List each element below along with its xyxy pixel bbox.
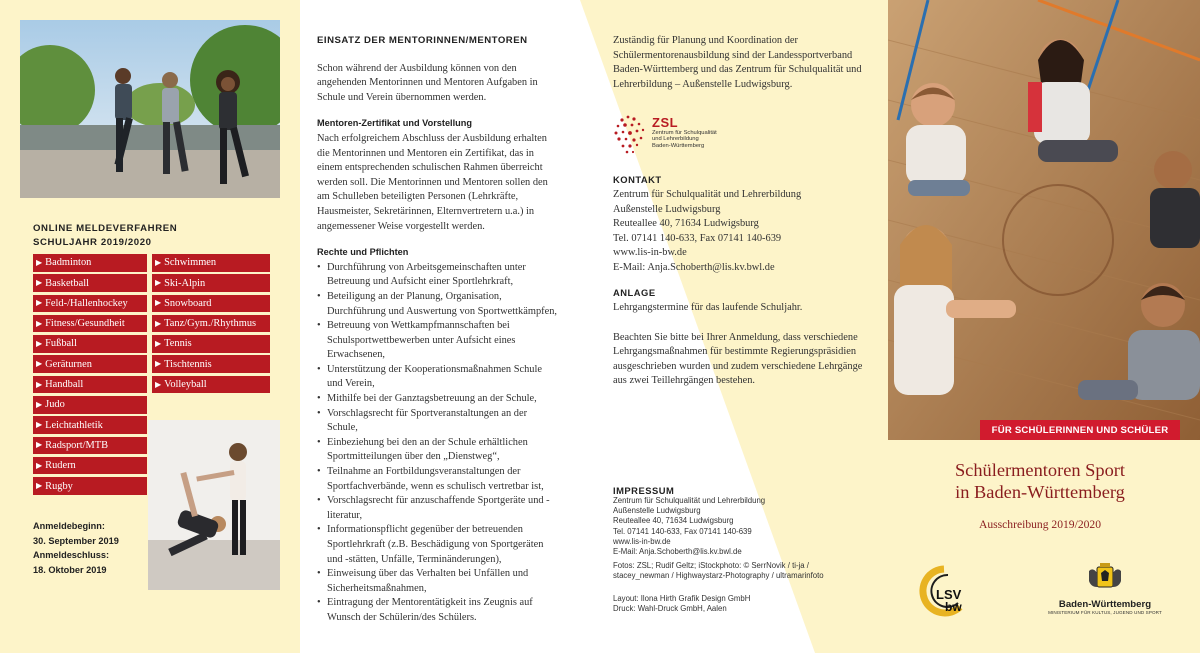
sport-item-label: Tanz/Gym./Rhythmus <box>164 318 257 330</box>
sport-item-label: Rugby <box>45 480 73 492</box>
contact-line: Reuteallee 40, 71634 Ludwigsburg <box>613 218 759 230</box>
rights-list-item: • Vorschlagsrecht für Sportveranstaltungen an der Schule, <box>317 407 557 436</box>
imprint-block <box>613 485 873 557</box>
imprint-line: www.lis-in-bw.de <box>613 536 671 546</box>
photo-credit-line: Fotos: ZSL; Rudif Geltz; iStockphoto: © SerrNovik / ti-ja / <box>613 561 809 570</box>
contact-line: E-Mail: Anja.Schoberth@lis.kv.bwl.de <box>613 261 775 273</box>
imprint-line: Außenstelle Ludwigsburg <box>613 506 701 516</box>
sport-item-label: Judo <box>45 399 65 411</box>
photo-credit-line: stacey_newman / Highwaystarz-Photography / ultramarinfoto <box>613 571 824 581</box>
sport-item-label: Tischtennis <box>164 358 212 370</box>
attachment-block <box>613 287 873 389</box>
contact-line: www.lis-in-bw.de <box>613 247 687 259</box>
imprint-line: Reuteallee 40, 71634 Ludwigsburg <box>613 516 734 526</box>
sport-item-label: Snowboard <box>164 297 212 309</box>
arrow-right-icon: ▶ <box>155 257 162 267</box>
attachment-text-1: Lehrgangstermine für das laufende Schuljahr. <box>613 302 803 313</box>
rights-list-item: • Informationspflicht gegenüber der betreuenden Sportlehrkraft (z.B. Beschädigung von Sportgeräten und -stätten, Unfälle, Terminänderungen), <box>317 523 557 567</box>
rights-list-item: • Unterstützung der Kooperationsmaßnahmen Schule und Verein, <box>317 363 557 392</box>
zsl-name-line-2: und Lehrerbildung <box>652 136 699 143</box>
sport-item-label: Leichtathletik <box>45 419 103 431</box>
sport-item-right-2[interactable] <box>152 295 270 313</box>
imprint-lines <box>613 496 873 557</box>
contact-line: Außenstelle Ludwigsburg <box>613 203 721 215</box>
sport-item-right-4[interactable] <box>152 335 270 353</box>
sport-item-right-0[interactable] <box>152 254 270 272</box>
layout-credits <box>613 594 873 614</box>
arrow-right-icon: ▶ <box>155 298 162 308</box>
arrow-right-icon: ▶ <box>155 359 162 369</box>
brochure-title-line-2: in Baden-Württemberg <box>955 482 1125 502</box>
responsibility-text: Zuständig für Planung und Koordination der Schülermentorenausbildung sind der Landessportverband Baden-Württemberg und das Zentrum für Schulqualität und Lehrerbildung – Außenstelle Ludwigsburg. <box>613 35 862 90</box>
imprint-line: Tel. 07141 140-633, Fax 07141 140-639 <box>613 526 752 536</box>
layout-credit-line: Layout: Ilona Hirth Grafik Design GmbH <box>613 594 751 603</box>
rights-list <box>317 261 557 626</box>
arrow-right-icon: ▶ <box>155 278 162 288</box>
runners-photo <box>20 20 280 198</box>
sport-item-left-8[interactable] <box>33 416 147 434</box>
layout-credit-line: Druck: Wahl-Druck GmbH, Aalen <box>613 604 727 614</box>
arrow-right-icon: ▶ <box>36 318 43 328</box>
responsibility-block <box>613 34 873 92</box>
arrow-right-icon: ▶ <box>36 338 43 348</box>
zsl-dots-icon <box>612 112 652 158</box>
sport-item-right-3[interactable] <box>152 315 270 333</box>
lsv-bw-logo-icon <box>918 565 998 617</box>
rights-list-item: • Einbeziehung bei den an der Schule erhältlichen Sportmitteilungen über den „Dienstweg“, <box>317 436 557 465</box>
sport-item-label: Basketball <box>45 277 90 289</box>
sport-item-label: Feld-/Hallenhockey <box>45 297 128 309</box>
sport-item-label: Radsport/MTB <box>45 439 109 451</box>
sport-item-left-3[interactable] <box>33 315 147 333</box>
arrow-right-icon: ▶ <box>155 379 162 389</box>
sport-item-left-10[interactable] <box>33 457 147 475</box>
sport-item-label: Fitness/Gesundheit <box>45 318 125 330</box>
arrow-right-icon: ▶ <box>36 399 43 409</box>
rights-list-item: • Vorschlagsrecht für anzuschaffende Sportgeräte und -literatur, <box>317 494 557 523</box>
certificate-heading: Mentoren-Zertifikat und Vorstellung <box>317 118 472 129</box>
sport-item-left-5[interactable] <box>33 355 147 373</box>
rights-list-item: • Eintragung der Mentorentätigkeit ins Zeugnis auf Wunsch der Schülerin/des Schülers. <box>317 596 557 625</box>
online-title-line-2: SCHULJAHR 2019/2020 <box>33 237 152 248</box>
anmeldeschluss-date: 18. Oktober 2019 <box>33 564 107 575</box>
mentor-intro-text: Schon während der Ausbildung können von den angehenden Mentorinnen und Mentoren Aufgaben in Schule und Verein übernommen werden. <box>317 62 538 103</box>
lsv-bw-logo <box>918 565 998 617</box>
arrow-right-icon: ▶ <box>155 338 162 348</box>
rights-list-item: • Einweisung über das Verhalten bei Unfällen und Sicherheitsmaßnahmen, <box>317 567 557 596</box>
zsl-logo <box>612 112 762 160</box>
sport-item-left-2[interactable] <box>33 295 147 313</box>
sports-list-left <box>33 254 147 498</box>
target-group-ribbon: FÜR SCHÜLERINNEN UND SCHÜLER <box>980 420 1180 440</box>
sport-item-label: Geräturnen <box>45 358 92 370</box>
sport-item-label: Schwimmen <box>164 257 217 269</box>
rights-list-item: • Beteiligung an der Planung, Organisation, Durchführung und Auswertung von Sportwettkämpfen, <box>317 290 557 319</box>
arrow-right-icon: ▶ <box>36 359 43 369</box>
anmeldeschluss-label: Anmeldeschluss: <box>33 550 110 560</box>
baden-wuerttemberg-logo <box>1040 563 1170 619</box>
photo-credits <box>613 561 873 581</box>
students-gym-photo <box>888 0 1200 440</box>
sport-item-left-6[interactable] <box>33 376 147 394</box>
zsl-name-line-1: Zentrum für Schulqualität <box>652 130 717 136</box>
arrow-right-icon: ▶ <box>36 420 43 430</box>
imprint-line: E-Mail: Anja.Schoberth@lis.kv.bwl.de <box>613 547 742 557</box>
brochure-title-line-1: Schülermentoren Sport <box>954 460 1126 480</box>
rights-heading: Rechte und Pflichten <box>317 247 409 258</box>
sport-item-label: Volleyball <box>164 379 207 391</box>
sport-item-label: Tennis <box>164 338 192 350</box>
contact-line: Zentrum für Schulqualität und Lehrerbildung <box>613 189 802 200</box>
bw-name: Baden-Württemberg <box>1058 599 1152 610</box>
rights-list-item: • Betreuung von Wettkampfmannschaften bei Schulsportwettbewerben unter Aufsicht eines Erwachsenen, <box>317 319 557 363</box>
mentor-deployment-heading: EINSATZ DER MENTORINNEN/MENTOREN <box>317 35 528 46</box>
sport-item-label: Fußball <box>45 338 77 350</box>
sport-item-right-5[interactable] <box>152 355 270 373</box>
svg-text:LSV: LSV <box>936 587 962 602</box>
arrow-right-icon: ▶ <box>36 460 43 470</box>
arrow-right-icon: ▶ <box>36 278 43 288</box>
sport-item-left-7[interactable] <box>33 396 147 414</box>
arrow-right-icon: ▶ <box>36 379 43 389</box>
brochure-title <box>900 459 1180 503</box>
zsl-abbreviation: ZSL <box>652 115 679 130</box>
brochure-subtitle: Ausschreibung 2019/2020 <box>978 518 1102 531</box>
imprint-line: Zentrum für Schulqualität und Lehrerbildung <box>613 496 766 505</box>
dance-photo <box>148 420 280 590</box>
sport-item-label: Badminton <box>45 257 92 269</box>
sport-item-left-11[interactable] <box>33 477 147 495</box>
attachment-text-2: Beachten Sie bitte bei Ihrer Anmeldung, dass verschiedene Lehrgangsmaßnahmen für bestimmte Regierungspräsidien ausgeschrieben wurden und zudem verschiedene Lehrgänge aus zwei Teillehrgängen bestehen. <box>613 331 863 387</box>
rights-list-item: • Teilnahme an Fortbildungsveranstaltungen der Sportfachverbände, wenn es schulisch vertretbar ist, <box>317 465 557 494</box>
contact-heading: KONTAKT <box>613 174 662 185</box>
contact-block <box>613 174 873 276</box>
anmeldebeginn-date: 30. September 2019 <box>33 535 119 546</box>
sports-list-right <box>152 254 270 396</box>
sport-item-label: Ski-Alpin <box>164 277 206 289</box>
certificate-text: Nach erfolgreichem Abschluss der Ausbildung erhalten die Mentorinnen und Mentoren ein Zertifikat, das in einem entsprechenden schulischen Rahmen überreicht werden soll. Die Mentorinnen und Mentoren sollen den am Schulleben beteiligten Personen (Lehrkräfte, Hausmeister, Sekretärinnen, Elternvertretern u.a.) in angemessener Weise vorgestellt werden. <box>317 132 548 232</box>
sport-item-right-6[interactable] <box>152 376 270 394</box>
sport-item-right-1[interactable] <box>152 274 270 292</box>
anmeldebeginn-label: Anmeldebeginn: <box>33 521 105 531</box>
state-coat-of-arms-icon <box>1085 563 1125 593</box>
rights-list-item: • Mithilfe bei der Ganztagsbetreuung an der Schule, <box>317 392 557 407</box>
arrow-right-icon: ▶ <box>36 440 43 450</box>
contact-lines <box>613 188 873 276</box>
arrow-right-icon: ▶ <box>36 298 43 308</box>
sport-item-label: Rudern <box>45 460 76 472</box>
sport-item-left-4[interactable] <box>33 335 147 353</box>
arrow-right-icon: ▶ <box>155 318 162 328</box>
svg-text:bw: bw <box>945 600 962 614</box>
attachment-heading: ANLAGE <box>613 287 656 298</box>
registration-dates <box>33 519 119 577</box>
sport-item-left-1[interactable] <box>33 274 147 292</box>
bw-ministry: MINISTERIUM FÜR KULTUS, JUGEND UND SPORT <box>1048 610 1162 615</box>
mentor-duties-column <box>317 34 557 626</box>
sport-item-left-0[interactable] <box>33 254 147 272</box>
online-registration-title <box>33 222 177 250</box>
imprint-heading: IMPRESSUM <box>613 485 675 496</box>
arrow-right-icon: ▶ <box>36 257 43 267</box>
contact-line: Tel. 07141 140-633, Fax 07141 140-639 <box>613 232 782 244</box>
zsl-name-line-3: Baden-Württemberg <box>652 142 705 149</box>
arrow-right-icon: ▶ <box>36 481 43 491</box>
sport-item-label: Handball <box>45 379 84 391</box>
rights-list-item: • Durchführung von Arbeitsgemeinschaften unter Betreuung und Aufsicht einer Sportlehrkraft, <box>317 261 557 290</box>
sport-item-left-9[interactable] <box>33 437 147 455</box>
online-title-line-1: ONLINE MELDEVERFAHREN <box>33 223 178 234</box>
